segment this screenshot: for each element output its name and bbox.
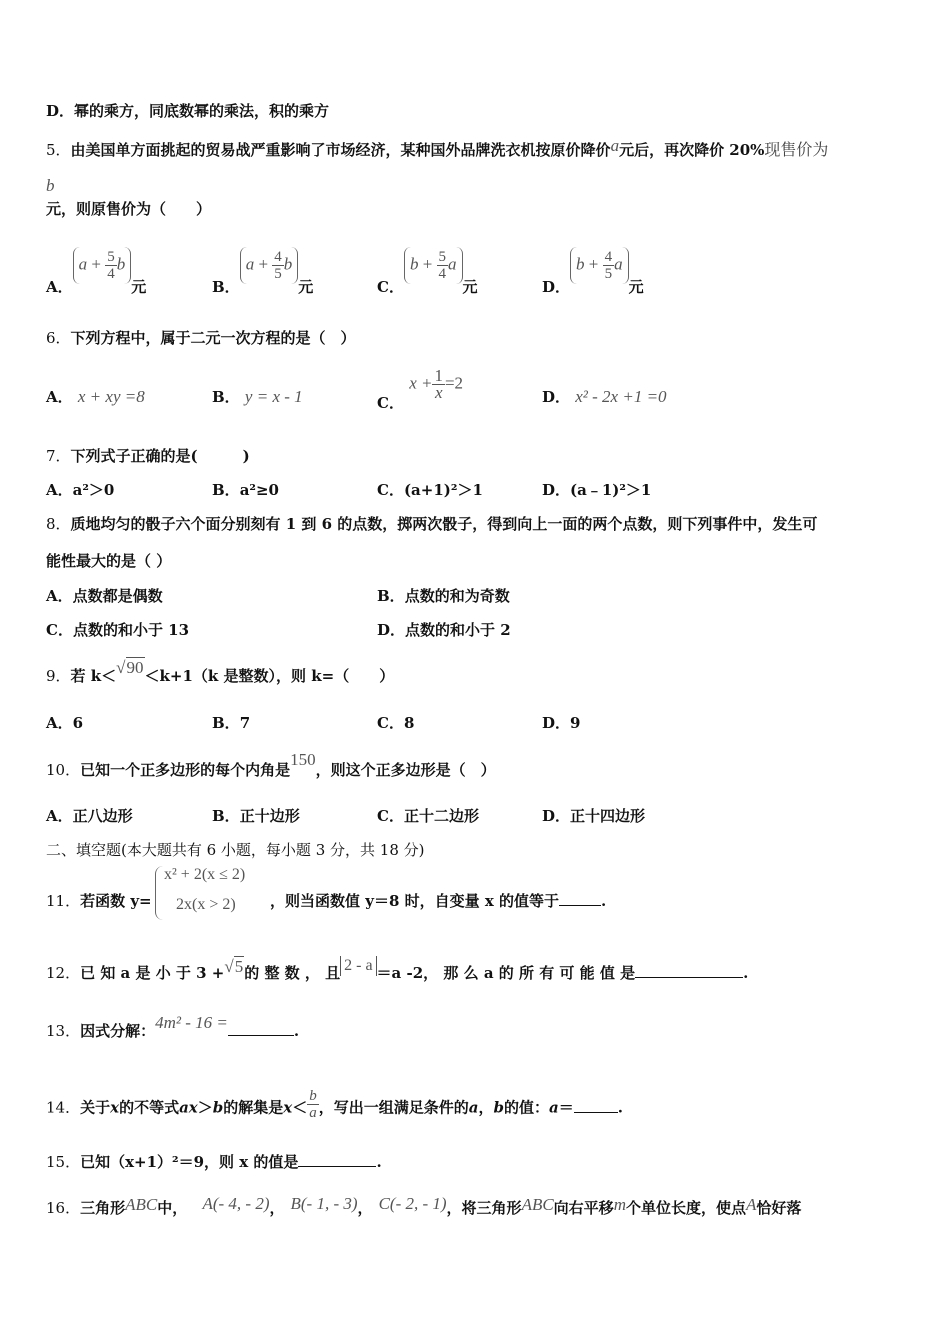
q5-var-b: b [46,176,55,195]
q7-option-d[interactable]: D．(a﹣1)²＞1 [542,481,652,499]
q11-answer-blank[interactable] [559,891,601,906]
q6-option-b[interactable]: B． y = x - 1 [212,387,303,406]
q5-option-d[interactable]: D．b + $\frac{4}{5}$ a元 [542,249,644,296]
q5-option-c[interactable]: C．b + $\frac{5}{4}$ a元 [377,249,478,296]
q9-option-a[interactable]: A．6 [46,714,84,732]
question-13: 13．因式分解：4m² - 16 = . [46,1013,300,1040]
sqrt-90: √90 [116,658,144,677]
q13-answer-blank[interactable] [228,1021,294,1036]
q5-option-b[interactable]: B．a + $\frac{4}{5}$ b元 [212,249,314,296]
question-10: 10．已知一个正多边形的每个内角是150，则这个正多边形是（ ） [46,750,496,779]
q11-piecewise-brace: x² + 2(x ≤ 2) 2x(x > 2) [155,866,256,920]
question-number: 5． [46,141,71,159]
question-15: 15．已知（x+1）²＝9，则 x 的值是 . [46,1153,382,1171]
q8-option-d[interactable]: D．点数的和小于 2 [377,621,511,639]
q6-option-a[interactable]: A． x + xy =8 [46,387,145,406]
question-6: 6．下列方程中，属于二元一次方程的是（ ） [46,329,356,347]
q5-text-a: 由美国单方面挑起的贸易战严重影响了市场经济，某种国外品牌洗衣机按原价降价 [70,141,611,159]
q9-option-b[interactable]: B．7 [212,714,251,732]
q5-text-c: 现售价为 [764,140,829,159]
question-14: 14．关于x的不等式ax＞b的解集是x＜ $\frac{b}{a}$ ，写出一组满足条件的a，b的值：a＝ . [46,1088,624,1121]
q6-option-d[interactable]: D． x² - 2x +1 =0 [542,387,667,406]
q6-option-c[interactable]: C． x + $\frac{1}{x}$ =2 [377,366,464,412]
q5-option-b-expr: a + $\frac{4}{5}$ b [240,247,299,284]
question-11: 11．若函数 y= [46,892,152,910]
prev-question-option-d: D．幂的乘方，同底数幂的乘法，积的乘方 [46,102,330,120]
q8-option-b[interactable]: B．点数的和为奇数 [377,587,510,605]
question-16: 16．三角形ABC中， A(- 4, - 2)， B(- 1, - 3)， C(- 2, - 1)，将三角形ABC向右平移m个单位长度，使点A恰好落 [46,1194,802,1217]
q5-option-a[interactable]: A．a + $\frac{5}{4}$ b元 [46,249,147,296]
q10-option-c[interactable]: C．正十二边形 [377,807,479,825]
q9-option-d[interactable]: D．9 [542,714,581,732]
q8-option-c[interactable]: C．点数的和小于 13 [46,621,190,639]
q10-option-a[interactable]: A．正八边形 [46,807,133,825]
q10-option-b[interactable]: B．正十边形 [212,807,300,825]
question-8-line-1: 8．质地均匀的骰子六个面分别刻有 1 到 6 的点数，掷两次骰子，得到向上一面的两个点数，则下列事件中，发生可 [46,515,818,533]
q8-option-a[interactable]: A．点数都是偶数 [46,587,163,605]
q7-option-c[interactable]: C．(a+1)²＞1 [377,481,483,499]
q5-option-c-expr: b + $\frac{5}{4}$ a [404,247,463,284]
question-8-line-2: 能性最大的是（ ） [46,552,172,570]
q5-option-d-expr: b + $\frac{4}{5}$ a [570,247,629,284]
q10-option-d[interactable]: D．正十四边形 [542,807,646,825]
q5-option-a-expr: a + $\frac{5}{4}$ b [73,247,132,284]
q7-option-b[interactable]: B．a²≥0 [212,481,279,499]
question-7: 7．下列式子正确的是( ) [46,447,250,465]
q5-text-d: 元，则原售价为（ ） [46,200,212,218]
question-5-line-1 [46,136,828,160]
q9-option-c[interactable]: C．8 [377,714,415,732]
q15-answer-blank[interactable] [298,1152,376,1167]
question-12: 12．已 知 a 是 小 于 3 +√5的 整 数 ， 且 2 - a ＝a -2， 那 么 a 的 所 有 可 能 值 是 . [46,957,749,982]
q5-text-b: 元后，再次降价 20% [619,141,765,159]
q7-option-a[interactable]: A．a²＞0 [46,481,115,499]
section-heading: 二、填空题(本大题共有 6 小题，每小题 3 分，共 18 分) [46,841,425,859]
q12-answer-blank[interactable] [635,963,743,978]
q14-answer-blank[interactable] [574,1098,618,1113]
question-11-tail: ，则当函数值 y＝8 时，自变量 x 的值等于 . [270,892,607,910]
q5-var-a: a [610,136,620,155]
question-9: 9．若 k＜√90＜k+1（k 是整数），则 k=（ ） [46,658,395,685]
question-5-line-3 [46,199,211,219]
